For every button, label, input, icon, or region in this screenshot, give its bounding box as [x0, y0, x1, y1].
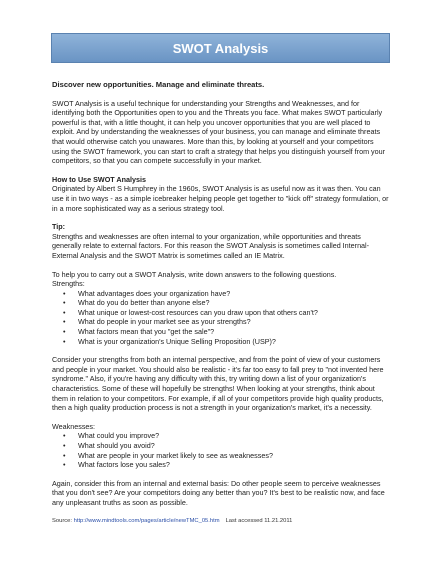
- bullet-icon: •: [63, 307, 66, 317]
- source-link[interactable]: http://www.mindtools.com/pages/article/newTMC_05.htm: [73, 517, 220, 524]
- accessed-date: Last accessed 11.21.2011: [225, 517, 293, 524]
- page-title: SWOT Analysis: [172, 40, 269, 56]
- weaknesses-list: [52, 431, 392, 469]
- strengths-followup: Consider your strengths from both an internal perspective, and from the point of view of your customers and people in your market. You should also be realistic - it's far too easy to fall prey to "not invented here syndrome." Also, if you're having any difficulty with this, try writing down a list of your organization's characteristics. Some of these will hopefully be strengths! When looking at your strengths, think about them in relation to your competitors. For example, if all of your competitors provide high quality products, then a high quality production process is not a strength in your organization's market, it's a necessity.: [52, 355, 384, 413]
- title-banner: [51, 33, 390, 63]
- document-body: [52, 80, 392, 526]
- intro-heading: Discover new opportunities. Manage and eliminate threats.: [52, 80, 265, 89]
- source-label: Source:: [52, 517, 72, 524]
- how-to-paragraph: Originated by Albert S Humphrey in the 1960s, SWOT Analysis is as useful now as it was then. You can use it in two ways - as a simple icebreaker helping people get together to "kick off" strategy formulation, or in a more sophisticated way as a serious strategy tool.: [52, 184, 389, 213]
- strengths-list: [52, 289, 392, 347]
- bullet-icon: •: [63, 298, 66, 308]
- list-item: • What do people in your market see as your strengths?: [63, 317, 251, 327]
- strengths-lead: To help you to carry out a SWOT Analysis, write down answers to the following questions.: [52, 269, 337, 279]
- bullet-icon: •: [63, 288, 66, 298]
- bullet-icon: •: [63, 450, 66, 460]
- list-item: • What is your organization's Unique Selling Proposition (USP)?: [63, 336, 276, 346]
- how-to-heading: How to Use SWOT Analysis: [52, 174, 146, 184]
- weaknesses-label: Weaknesses:: [52, 421, 96, 431]
- source-line: [52, 517, 392, 527]
- intro-paragraph: SWOT Analysis is a useful technique for understanding your Strengths and Weaknesses, and for identifying both the Opportunities open to you and the Threats you face. What makes SWOT particularly powerful is that, with a little thought, it can help you uncover opportunities that you are well placed to exploit. And by understanding the weaknesses of your business, you can manage and eliminate threats that would otherwise catch you unawares. More than this, by looking at yourself and your competitors using the SWOT framework, you can start to craft a strategy that helps you distinguish yourself from your competitors, so that you can compete successfully in your market.: [52, 98, 386, 166]
- list-item: • What are people in your market likely to see as weaknesses?: [63, 450, 273, 460]
- bullet-icon: •: [63, 441, 66, 450]
- bullet-icon: •: [63, 431, 66, 441]
- list-item: • What could you improve?: [63, 431, 160, 441]
- bullet-icon: •: [63, 336, 66, 346]
- bullet-icon: •: [63, 317, 66, 327]
- list-item: • What factors lose you sales?: [63, 460, 170, 470]
- list-item: • What do you do better than anyone else?: [63, 298, 210, 308]
- bullet-icon: •: [63, 460, 66, 470]
- list-item: • What unique or lowest-cost resources can you draw upon that others can't?: [63, 307, 318, 317]
- tip-paragraph: Strengths and weaknesses are often internal to your organization, while opportunities and threats generally relate to external factors. For this reason the SWOT Analysis is sometimes called Internal-External Analysis and the SWOT Matrix is sometimes called an IE Matrix.: [52, 231, 370, 260]
- list-item: • What factors mean that you "get the sale"?: [63, 327, 215, 337]
- list-item: • What advantages does your organization have?: [63, 288, 231, 298]
- list-item: • What should you avoid?: [63, 441, 155, 450]
- strengths-label: Strengths:: [52, 279, 85, 289]
- weaknesses-followup: Again, consider this from an internal and external basis: Do other people seem to perceive weaknesses that you don't see? Are your competitors doing any better than you? It's best to be realistic now, and face any unpleasant truths as soon as possible.: [52, 478, 385, 507]
- tip-heading: Tip:: [52, 222, 66, 232]
- bullet-icon: •: [63, 327, 66, 337]
